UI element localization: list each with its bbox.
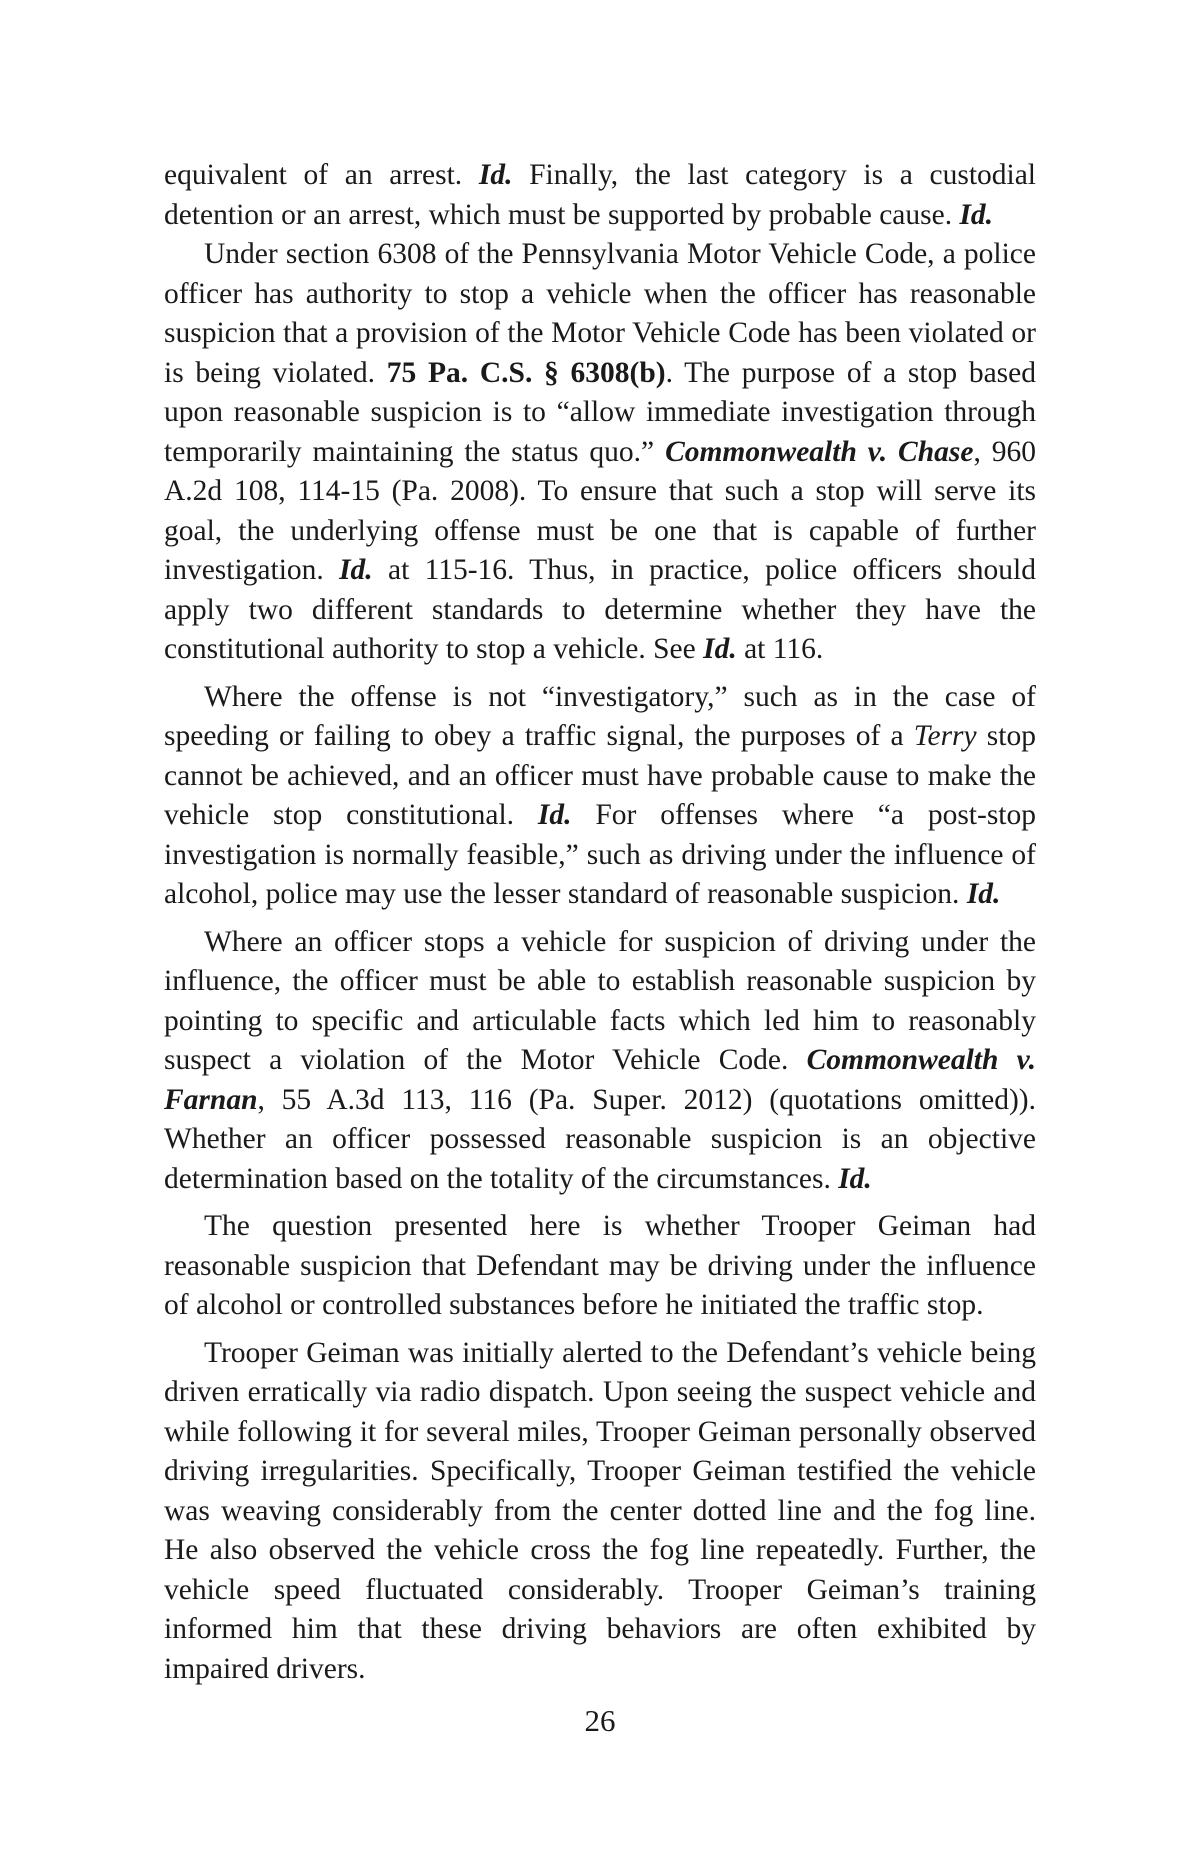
citation-emphasis: Id.: [703, 633, 737, 665]
citation-emphasis: Commonwealth v. Farnan: [164, 1044, 1036, 1116]
text-run: Under section 6308 of the Pennsylvania Motor Vehicle Code, a police officer has authority to stop a vehicle when the officer has reasonable suspicion that a provision of the Motor Vehicle Code has been violated or is being violated.: [164, 238, 1036, 389]
paragraph-section-6308: [164, 235, 1036, 670]
case-name-italic: Terry: [913, 720, 977, 752]
citation-emphasis: Id.: [339, 554, 373, 586]
text-run: at 115-16. Thus, in practice, police officers should apply two different standards to determine whether they have the constitutional authority to stop a vehicle. See: [164, 554, 1036, 665]
text-run: , 960 A.2d 108, 114-15 (Pa. 2008). To ensure that such a stop will serve its goal, the underlying offense must be one that is capable of further investigation.: [164, 435, 1037, 586]
paragraph-non-investigatory-offense: [164, 678, 1036, 915]
citation-emphasis: Commonwealth v. Chase: [665, 435, 974, 468]
citation-emphasis: Id.: [537, 799, 572, 831]
paragraph-dui-stop-standard: [164, 923, 1036, 1200]
text-run: stop cannot be achieved, and an officer must have probable cause to make the vehicle stop constitutional.: [164, 720, 1036, 831]
text-run: For offenses where “a post-stop investigation is normally feasible,” such as driving under the influence of alcohol, police may use the lesser standard of reasonable suspicion.: [164, 799, 1036, 910]
text-run: Finally, the last category is a custodial detention or an arrest, which must be supported by probable cause.: [164, 159, 1036, 231]
statute-citation: 75 Pa. C.S. § 6308(b): [386, 356, 666, 389]
text-run: Where an officer stops a vehicle for suspicion of driving under the influence, the officer must be able to establish reasonable suspicion by pointing to specific and articulable facts which led him to reasonably suspect a violation of the Motor Vehicle Code.: [164, 925, 1036, 1076]
paragraph-trooper-observations: [164, 1334, 1036, 1690]
text-run: Trooper Geiman was initially alerted to the Defendant’s vehicle being driven erratically via radio dispatch. Upon seeing the suspect vehicle and while following it for several miles, Trooper Geiman personally observed driving irregularities. Specifically, Trooper Geiman testified the vehicle was weaving considerably from the center dotted line and the fog line. He also observed the vehicle cross the fog line repeatedly. Further, the vehicle speed fluctuated considerably. Trooper Geiman’s training informed him that these driving behaviors are often exhibited by impaired drivers.: [164, 1336, 1036, 1685]
citation-emphasis: Id.: [966, 878, 1001, 910]
text-run: . The purpose of a stop based upon reasonable suspicion is to “allow immediate investigation through temporarily maintaining the status quo.”: [164, 356, 1036, 468]
text-run: at 116.: [736, 633, 824, 665]
citation-emphasis: Id.: [959, 198, 994, 231]
text-run: The question presented here is whether Trooper Geiman had reasonable suspicion that Defendant may be driving under the influence of alcohol or controlled substances before he initiated the traffic stop.: [164, 1210, 1036, 1321]
text-run: equivalent of an arrest.: [164, 159, 479, 191]
page-body: [164, 156, 1036, 1689]
paragraph-continuation: [164, 156, 1036, 235]
text-run: Where the offense is not “investigatory,” such as in the case of speeding or failing to obey a traffic signal, the purposes of a: [164, 680, 1036, 752]
text-run: , 55 A.3d 113, 116 (Pa. Super. 2012) (quotations omitted)). Whether an officer possessed reasonable suspicion is an objective determination based on the totality of the circumstances.: [164, 1083, 1036, 1195]
citation-emphasis: Id.: [838, 1162, 872, 1195]
citation-emphasis: Id.: [478, 159, 513, 191]
page-number: 26: [584, 1703, 616, 1738]
paragraph-question-presented: [164, 1207, 1036, 1326]
